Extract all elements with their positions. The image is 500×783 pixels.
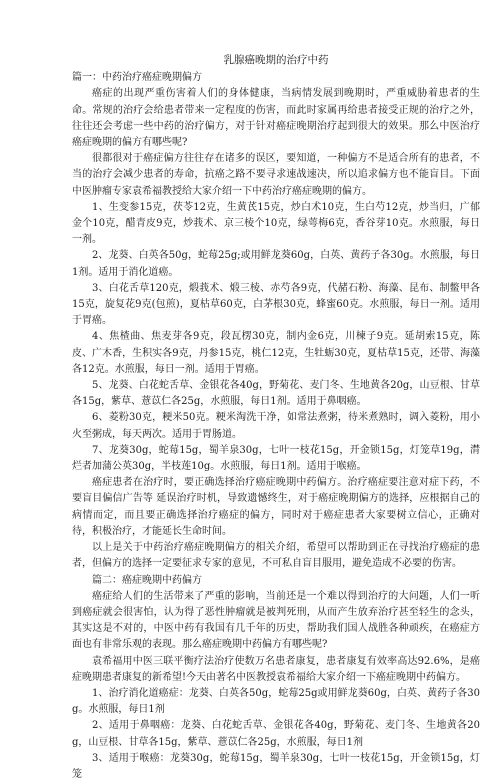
section1-item-2: 2、龙葵、白英各50g，蛇莓25g;或用鲜龙葵60g，白英、黄药子各30g。水煎服，每日1剂。适用于消化道癌。 [72, 250, 480, 278]
section2-heading: 篇二：癌症晚期中药偏方 [92, 574, 202, 586]
section1-item-6: 6、菱粉30克，粳米50克。粳米淘洗干净，如常法煮粥，待米煮熟时，调入菱粉，用小火至粥成，每天两次。适用于胃肠道。 [72, 412, 480, 440]
section1-item-5: 5、龙葵、白花蛇舌草、金银花各40g，野菊花、麦门冬、生地黄各20g，山豆根、甘草各15g，紫草、薏苡仁各25g，水煎服，每日1剂。适用于鼻咽癌。 [72, 380, 480, 408]
section2-item-1: 1、治疗消化道癌症：龙葵、白英各50g，蛇莓25g或用鲜龙葵60g，白英、黄药子各30g。水煎服，每日1剂 [72, 687, 480, 716]
section1-item-4: 4、焦楂曲、焦麦芽各9克，段瓦楞30克，制内金6克，川楝子9克。延胡索15克，陈皮、广木香，生积实各9克，丹参15克，桃仁12克，生牡蛎30克，夏枯草15克，还带、海藻各12克。水煎服，每日一剂。适用于胃癌。 [72, 331, 480, 375]
section2-item-3: 3、适用于喉癌：龙葵30g，蛇莓15g，蜀羊泉30g，七叶一枝花15g，开金锁15g，灯笼 [72, 752, 480, 780]
section2-intro1: 癌症给人们的生活带来了严重的影响，当前还是一个难以得到治疗的大问题，人们一听到癌症就会很害怕，认为得了恶性肿瘤就是被判死刑，从而产生放弃治疗甚至轻生的念头，其实这是不对的，中医中药有我国有几千年的历史，帮助我们国人战胜各种顽疾，在癌症方面也有非常乐观的表现。那么癌症晚期中药偏方有哪些呢? [72, 590, 480, 651]
section1-conclusion1: 癌症患者在治疗时，要正确选择治疗癌症晚期中药偏方。治疗癌症要注意对症下药，不要盲目偏信广告等 延误治疗时机，导致遗憾终生，对于癌症晚期偏方的选择，应根据自己的病情而定，而且要正确选择治疗癌症的偏方，同时对于癌症患者大家要树立信心，正确对待，积极治疗，才能延长生命时间。 [72, 477, 480, 537]
section2-item-2: 2、适用于鼻咽癌：龙葵、白花蛇舌草、金银花各40g，野菊花、麦门冬、生地黄各20g，山豆根、甘草各15g，紫草、薏苡仁各25g，水煎服，每日1剂 [72, 720, 480, 748]
section1-item-7: 7、龙葵30g，蛇莓15g，蜀羊泉30g，七叶一枝花15g，开金锁15g，灯笼草19g，潸烂者加蒲公英30g，半枝莲10g。水煎服，每日1剂。适用于喉癌。 [72, 444, 480, 473]
section1-heading: 篇一：中药治疗癌症晚期偏方 [72, 72, 202, 84]
section1-item-1: 1、生变参15克，茯苓12克，生黄芪15克，炒白术10克，生白芍12克，炒当归，广郁金个10克，醋青皮9克，炒莪术、京三棱个10克，绿萼梅6克，香谷芽10克。水煎服，每日一剂。 [72, 201, 480, 246]
section1-intro1: 癌症的出现严重伤害着人们的身体健康，当病情发展到晚期时，严重威胁着患者的生命。常规的治疗会给患者带来一定程度的伤害，而此时家属再给患者接受正规的治疗之外，往往还会考虑一些中药的治疗偏方，对于针对癌症晚期治疗起到很大的效果。那么中医治疗癌症晚期的偏方有哪些呢? [72, 88, 480, 149]
document-title: 乳腺癌晚期的治疗中药 [223, 54, 329, 66]
section1-conclusion2: 以上是关于中药治疗癌症晚期偏方的相关介绍，希望可以帮助到正在寻找治疗癌症的患者，但偏方的选择一定要征求专家的意见，不可私自盲目服用，避免造成不必要的伤害。 [72, 542, 480, 570]
section1-intro2: 很都很对于癌症偏方往往存在诸多的误区，要知道，一种偏方不是适合所有的患者，不当的治疗会减少患者的寿命，抗癌之路不要寻求速战速决，所以追求偏方也不能盲目。下面中医肿瘤专家袁希福教授给大家介绍一下中药治疗癌症晚期的偏方。 [72, 153, 480, 197]
section2-intro2: 袁希福用中医三联平衡疗法治疗使数万名患者康复，患者康复有效率高达92.6%，是癌症晚期患者康复的新希望!今天由著名中医教授袁希福给大家介绍一下癌症晚期中药偏方。 [72, 655, 480, 683]
section1-item-3: 3、白花舌草120克，煅莪术、煅三棱、赤芍各9克，代赭石粉、海藻、昆布、制鳖甲各15克，旋复花9克(包煎)，夏枯草60克，白茅根30克，蜂蜜60克。水煎服，每日一剂。适用于胃癌。 [72, 282, 480, 327]
